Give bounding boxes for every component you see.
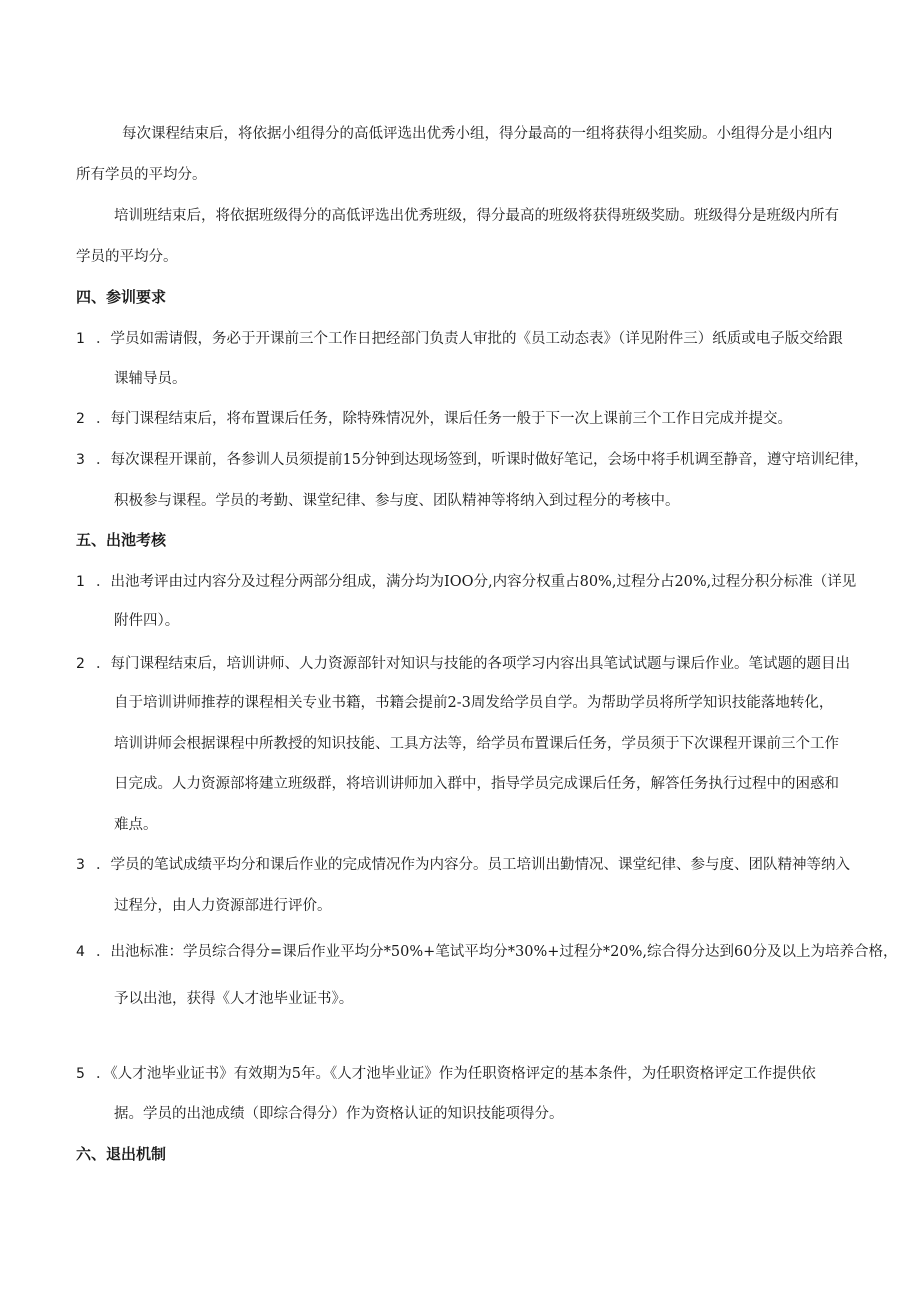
list-item-text: ．每门课程结束后，将布置课后任务，除特殊情况外，课后任务一般于下一次上课前三个工作日完成并提交。 — [96, 411, 792, 427]
list-item-number: 3 — [76, 452, 85, 468]
list-item-continuation: 自于培训讲师推荐的课程相关专业书籍，书籍会提前2-3周发给学员自学。为帮助学员将所学知识技能落地转化， — [114, 695, 834, 711]
list-item-continuation: 日完成。人力资源部将建立班级群，将培训讲师加入群中，指导学员完成课后任务，解答任务执行过程中的困惑和 — [114, 776, 839, 792]
list-item-number: 2 — [76, 411, 85, 427]
list-item-continuation: 据。学员的出池成绩（即综合得分）作为资格认证的知识技能项得分。 — [114, 1106, 564, 1122]
list-item-continuation: 附件四）。 — [114, 613, 180, 629]
list-item-text: ．学员的笔试成绩平均分和课后作业的完成情况作为内容分。员工培训出勤情况、课堂纪律、参与度、团队精神等纳入 — [96, 857, 850, 873]
list-item-number: 4 — [76, 944, 85, 960]
paragraph-group-award-line1: 每次课程结束后，将依据小组得分的高低评选出优秀小组，得分最高的一组将获得小组奖励。小组得分是小组内 — [122, 126, 833, 142]
section-heading-exit-mechanism: 六、退出机制 — [76, 1145, 167, 1163]
list-item-continuation: 培训讲师会根据课程中所教授的知识技能、工具方法等，给学员布置课后任务，学员须于下次课程开课前三个工作 — [114, 736, 839, 752]
list-item-text: ．出池标准：学员综合得分=课后作业平均分*50%+笔试平均分*30%+过程分*20%,综合得分达到60分及以上为培养合格， — [96, 944, 898, 960]
list-item-continuation: 积极参与课程。学员的考勤、课堂纪律、参与度、团队精神等将纳入到过程分的考核中。 — [114, 493, 680, 509]
list-item-continuation: 课辅导员。 — [114, 371, 187, 387]
list-item-continuation: 难点。 — [114, 817, 158, 833]
list-item-text: ．每次课程开课前，各参训人员须提前15分钟到达现场签到，听课时做好笔记，会场中将手机调至静音，遵守培训纪律， — [96, 452, 869, 468]
list-item-number: 1 — [76, 331, 85, 347]
list-item-text: ．出池考评由过内容分及过程分两部分组成，满分均为IOO分,内容分权重占80%,过程分占20%,过程分积分标准（详见 — [96, 574, 857, 590]
list-item-continuation: 过程分，由人力资源部进行评价。 — [114, 898, 332, 914]
list-item-number: 3 — [76, 857, 85, 873]
list-item-text: ．学员如需请假，务必于开课前三个工作日把经部门负责人审批的《员工动态表》（详见附件三）纸质或电子版交给跟 — [96, 331, 843, 347]
list-item-number: 5 — [76, 1066, 85, 1082]
list-item-continuation: 予以出池，获得《人才池毕业证书》。 — [114, 991, 354, 1007]
paragraph-class-award-line2: 学员的平均分。 — [76, 249, 178, 265]
paragraph-class-award-line1: 培训班结束后，将依据班级得分的高低评选出优秀班级，得分最高的班级将获得班级奖励。班级得分是班级内所有 — [114, 208, 839, 224]
section-heading-exit-assessment: 五、出池考核 — [76, 531, 167, 549]
paragraph-group-award-line2: 所有学员的平均分。 — [76, 167, 207, 183]
list-item-number: 2 — [76, 656, 85, 672]
list-item-number: 1 — [76, 574, 85, 590]
list-item-text: ．《人才池毕业证书》有效期为5年。《人才池毕业证》作为任职资格评定的基本条件，为任职资格评定工作提供依 — [96, 1066, 816, 1082]
section-heading-requirements: 四、参训要求 — [76, 288, 167, 306]
list-item-text: ．每门课程结束后，培训讲师、人力资源部针对知识与技能的各项学习内容出具笔试试题与课后作业。笔试题的题目出 — [96, 656, 850, 672]
